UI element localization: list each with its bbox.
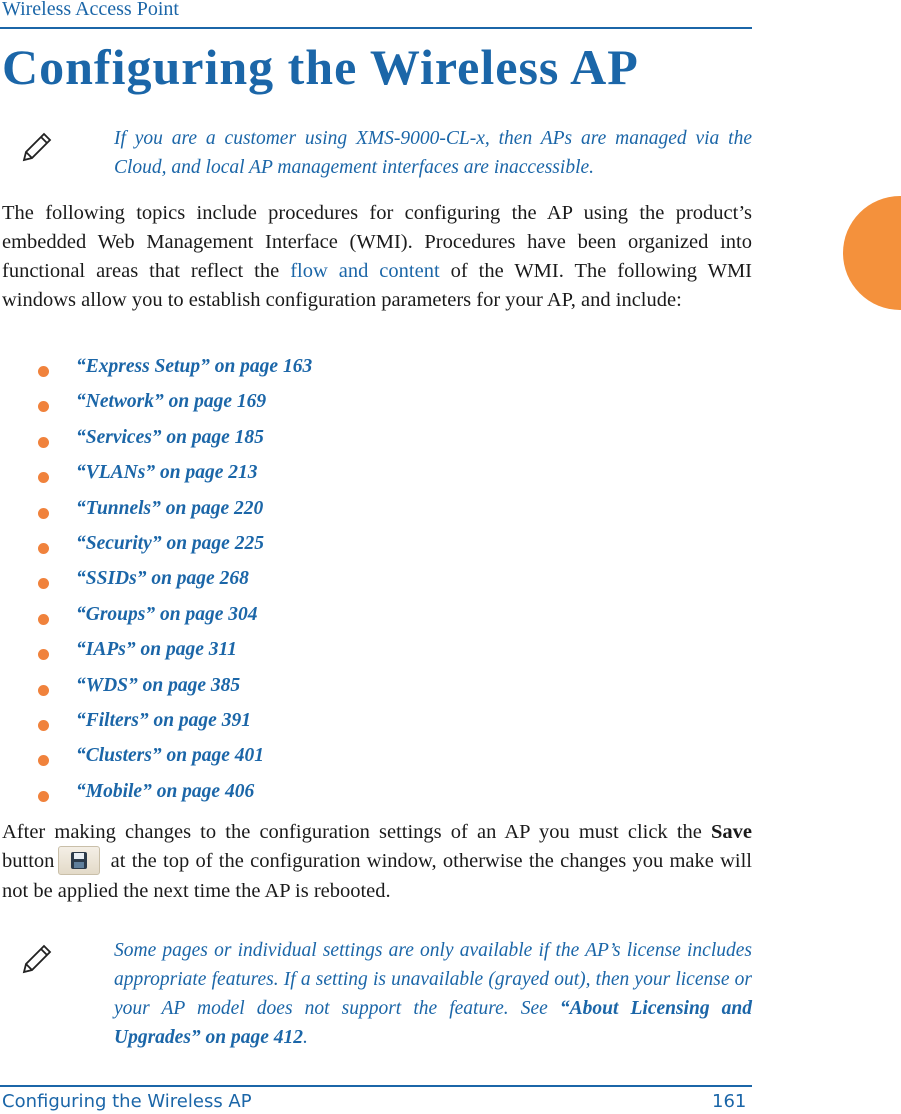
licensing-link[interactable]: “About Licensing and Upgrades” on page 412	[114, 998, 753, 1048]
list-item	[0, 777, 752, 812]
bullet-dot	[38, 472, 49, 483]
note-text	[114, 936, 752, 1052]
topic-link[interactable]: “Network” on page 169	[76, 391, 267, 413]
save-disk-icon	[58, 846, 100, 875]
topic-link[interactable]: “Mobile” on page 406	[76, 780, 255, 802]
note2-text-2: .	[303, 1027, 308, 1048]
bullet-dot	[38, 401, 49, 412]
intro-text-1: The following topics include procedures for configuring the AP using the product’s embedded Web Management Interface (WMI). Procedures have been organized into functional areas that reflect the	[2, 202, 752, 282]
topic-link[interactable]: “SSIDs” on page 268	[76, 568, 249, 590]
list-item	[0, 458, 752, 493]
save-word: Save	[711, 821, 752, 843]
bullet-dot	[38, 791, 49, 802]
list-item	[0, 423, 752, 458]
bullet-dot	[38, 543, 49, 554]
bullet-dot	[38, 614, 49, 625]
note-text: If you are a customer using XMS-9000-CL-x, then APs are managed via the Cloud, and local AP management interfaces are inaccessible.	[114, 128, 752, 178]
bullet-dot	[38, 578, 49, 589]
chapter-tab	[843, 196, 901, 310]
list-item	[0, 494, 752, 529]
footer-section-title: Configuring the Wireless AP	[2, 1091, 252, 1112]
list-item	[0, 529, 752, 564]
list-item	[0, 564, 752, 599]
list-item	[0, 635, 752, 670]
list-item	[0, 600, 752, 635]
list-item	[0, 741, 752, 776]
topic-list	[0, 352, 752, 812]
save-paragraph	[2, 818, 752, 906]
topic-link[interactable]: “Tunnels” on page 220	[76, 497, 264, 519]
topic-link[interactable]: “Clusters” on page 401	[76, 745, 264, 767]
header-rule	[0, 27, 752, 29]
topic-link[interactable]: “Security” on page 225	[76, 532, 264, 554]
list-item	[0, 706, 752, 741]
topic-link[interactable]: “IAPs” on page 311	[76, 639, 237, 661]
pencil-icon	[18, 938, 58, 978]
save-text-1: After making changes to the configuration settings of an AP you must click the	[2, 821, 711, 843]
footer-rule	[0, 1085, 752, 1087]
bullet-dot	[38, 508, 49, 519]
topic-link[interactable]: “Services” on page 185	[76, 426, 264, 448]
list-item	[0, 671, 752, 706]
bullet-dot	[38, 366, 49, 377]
pencil-icon	[18, 126, 58, 166]
page-title: Configuring the Wireless AP	[2, 39, 639, 95]
running-header: Wireless Access Point	[2, 0, 179, 20]
intro-text-2: of the WMI. The following WMI windows allow you to establish configuration parameters for your AP, and include:	[2, 260, 753, 311]
topic-link[interactable]: “Groups” on page 304	[76, 603, 258, 625]
bullet-dot	[38, 755, 49, 766]
bullet-dot	[38, 720, 49, 731]
page-number: 161	[712, 1091, 747, 1112]
save-text-2: button	[2, 850, 55, 872]
note2-text-1: Some pages or individual settings are only available if the AP’s license includes appropriate features. If a setting is unavailable (grayed out), then your license or your AP model does not support the feature. See	[114, 940, 752, 1019]
list-item	[0, 352, 752, 387]
list-item	[0, 387, 752, 422]
topic-link[interactable]: “Filters” on page 391	[76, 709, 251, 731]
topic-link[interactable]: “VLANs” on page 213	[76, 462, 258, 484]
topic-link[interactable]: “Express Setup” on page 163	[76, 356, 313, 377]
save-text-3: at the top of the configuration window, otherwise the changes you make will not be applied the next time the AP is rebooted.	[2, 850, 752, 902]
topic-link[interactable]: “WDS” on page 385	[76, 674, 241, 696]
flow-and-content-link[interactable]: flow and content	[290, 260, 440, 282]
bullet-dot	[38, 685, 49, 696]
intro-paragraph	[2, 199, 752, 315]
bullet-dot	[38, 649, 49, 660]
bullet-dot	[38, 437, 49, 448]
